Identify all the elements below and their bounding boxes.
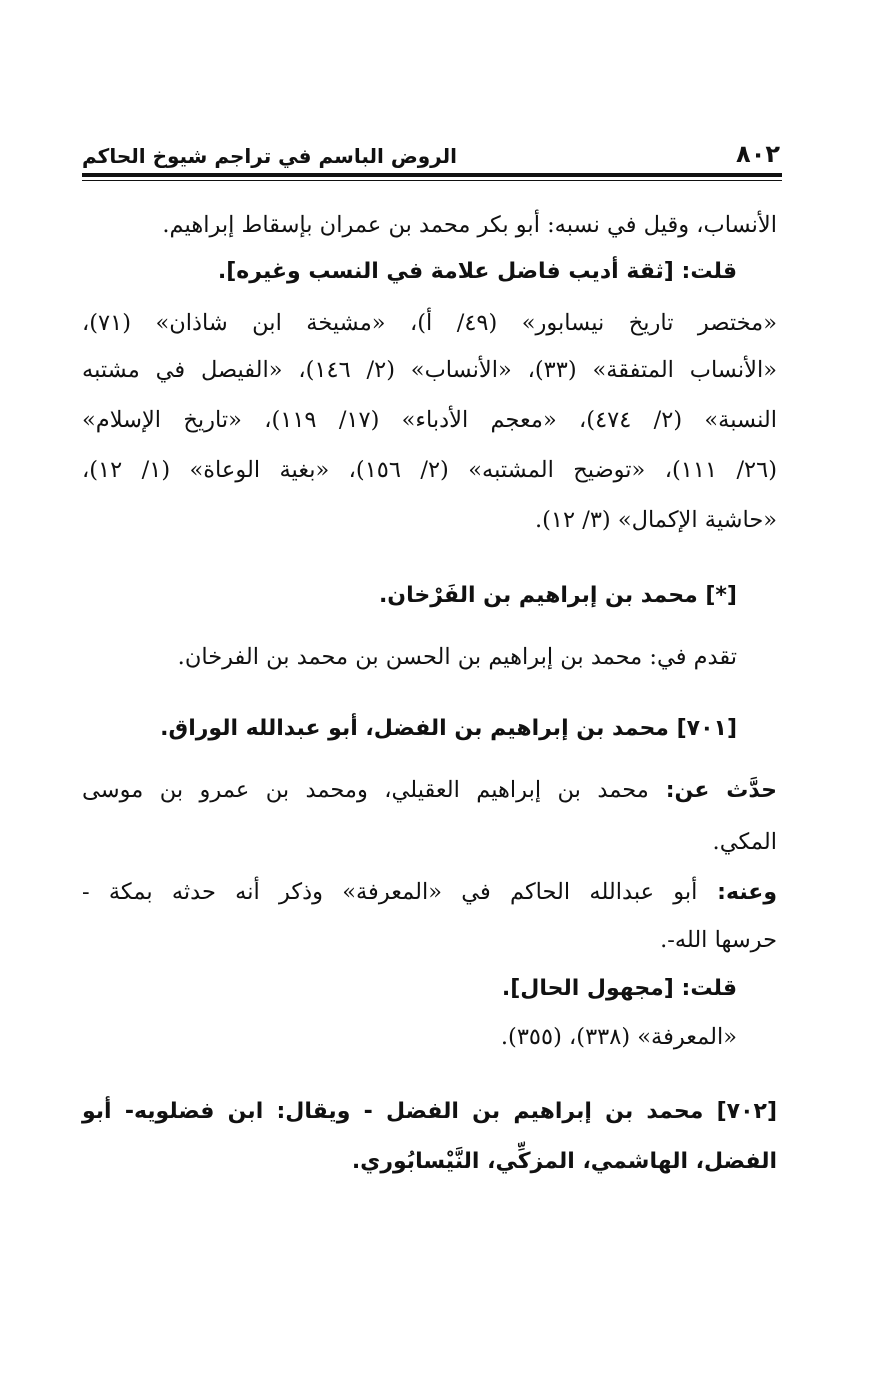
line-701-narrators xyxy=(82,872,777,912)
line-701-sources xyxy=(82,1017,737,1057)
bold-text: قلت: [مجهول الحال]. xyxy=(501,976,737,1001)
text-span: أبو عبدالله الحاكم في «المعرفة» وذكر أنه حدثه بمكة - xyxy=(82,879,698,905)
text-span: الأنساب، وقيل في نسبه: أبو بكر محمد بن عمران بإسقاط إبراهيم. xyxy=(162,212,777,238)
text-span: «المعرفة» (٣٣٨)، (٣٥٥). xyxy=(500,1024,737,1050)
header-rule-thin xyxy=(82,180,782,181)
text-span: المكي. xyxy=(712,829,777,855)
line-ansab-note xyxy=(82,205,777,245)
line-701-narrated-from xyxy=(82,770,777,810)
header-rule-thick xyxy=(82,173,782,177)
line-sources-3 xyxy=(82,400,777,440)
line-verdict-1 xyxy=(82,251,737,291)
entry-heading-701 xyxy=(82,708,737,748)
line-sources-4 xyxy=(82,450,777,490)
text-span: «الأنساب المتفقة» (٣٣)، «الأنساب» (٢/ ١٤٦)، «الفيصل في مشتبه xyxy=(82,357,777,383)
bold-text: [*] محمد بن إبراهيم بن الفَرْخان. xyxy=(378,583,737,608)
bold-text: حدَّث عن: xyxy=(648,778,777,803)
bold-text: الفضل، الهاشمي، المزكِّي، النَّيْسابُوري. xyxy=(351,1149,777,1174)
line-sources-2 xyxy=(82,350,777,390)
line-sources-5 xyxy=(82,500,777,540)
entry-heading-702-cont xyxy=(82,1141,777,1181)
entry-heading-farkhan xyxy=(82,575,737,615)
bold-text: [٧٠٢] محمد بن إبراهيم بن الفضل - ويقال: ابن فضلويه- أبو xyxy=(82,1099,777,1124)
bold-text: [٧٠١] محمد بن إبراهيم بن الفضل، أبو عبدالله الوراق. xyxy=(160,716,737,741)
page-number: ٨٠٢ xyxy=(736,140,780,168)
text-span: (٢٦/ ١١١)، «توضيح المشتبه» (٢/ ١٥٦)، «بغية الوعاة» (١/ ١٢)، xyxy=(82,457,777,483)
line-cross-reference xyxy=(82,637,737,677)
text-span: حرسها الله-. xyxy=(660,927,777,953)
line-verdict-2 xyxy=(82,968,737,1008)
text-span: «حاشية الإكمال» (٣/ ١٢). xyxy=(534,507,777,533)
line-701-narrators-cont xyxy=(82,920,777,960)
bold-text: قلت: [ثقة أديب فاضل علامة في النسب وغيره]. xyxy=(217,259,737,284)
entry-heading-702 xyxy=(82,1091,777,1131)
text-span: النسبة» (٢/ ٤٧٤)، «معجم الأدباء» (١٧/ ١١٩)، «تاريخ الإسلام» xyxy=(82,407,777,433)
page-header xyxy=(82,132,782,172)
text-span: محمد بن إبراهيم العقيلي، ومحمد بن عمرو بن موسى xyxy=(82,777,649,803)
bold-text: وعنه: xyxy=(697,880,777,905)
running-title: الروض الباسم في تراجم شيوخ الحاكم xyxy=(82,144,457,168)
text-span: «مختصر تاريخ نيسابور» (٤٩/ أ)، «مشيخة ابن شاذان» (٧١)، xyxy=(82,310,777,336)
line-sources-1 xyxy=(82,303,777,343)
text-span: تقدم في: محمد بن إبراهيم بن الحسن بن محمد بن الفرخان. xyxy=(177,644,737,670)
line-701-narrated-from-cont xyxy=(82,822,777,862)
